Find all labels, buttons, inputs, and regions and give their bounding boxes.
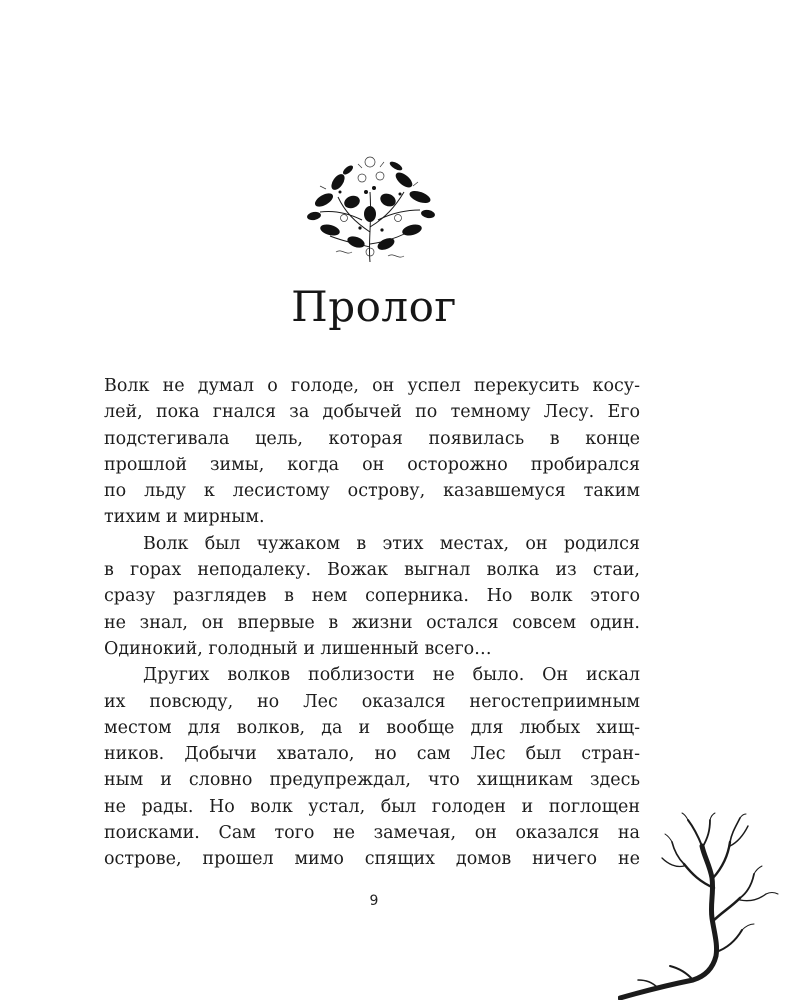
text-line: по льду к лесистому острову, казавшемуся таким — [104, 481, 640, 502]
text-line: сразу разглядев в нем соперника. Но волк этого — [104, 586, 640, 607]
text-line: острове, прошел мимо спящих домов ничего не — [104, 849, 640, 870]
text-line: Волк был чужаком в этих местах, он родился — [143, 533, 640, 554]
page-number: 9 — [369, 893, 379, 909]
text-line: местом для волков, да и вообще для любых хищ- — [104, 717, 640, 738]
leaf-wreath-ornament-icon — [300, 152, 440, 270]
bare-tree-illustration-icon — [618, 812, 800, 1000]
text-line: Волк не думал о голоде, он успел перекусить косу- — [104, 376, 640, 396]
text-line: лей, пока гнался за добычей по темному Лесу. Его — [104, 402, 640, 423]
body-text — [104, 373, 640, 873]
text-line: не рады. Но волк устал, был голоден и поглощен — [104, 796, 640, 817]
text-line: подстегивала цель, которая появилась в конце — [104, 428, 640, 449]
text-line: поисками. Сам того не замечая, он оказался на — [104, 823, 640, 844]
text-line: Других волков поблизости не было. Он искал — [143, 665, 640, 686]
text-line: их повсюду, но Лес оказался негостеприимным — [104, 691, 640, 712]
text-line: Одинокий, голодный и лишенный всего… — [104, 638, 492, 659]
text-line: прошлой зимы, когда он осторожно пробирался — [104, 454, 640, 475]
text-line: ным и словно предупреждал, что хищникам здесь — [104, 770, 640, 791]
text-line: не знал, он впервые в жизни остался совсем один. — [104, 612, 640, 633]
text-line: тихим и мирным. — [104, 507, 265, 528]
text-line: в горах неподалеку. Вожак выгнал волка из стаи, — [104, 560, 640, 581]
chapter-title: Пролог — [291, 282, 457, 331]
text-line: ников. Добычи хватало, но сам Лес был стран- — [104, 744, 640, 765]
